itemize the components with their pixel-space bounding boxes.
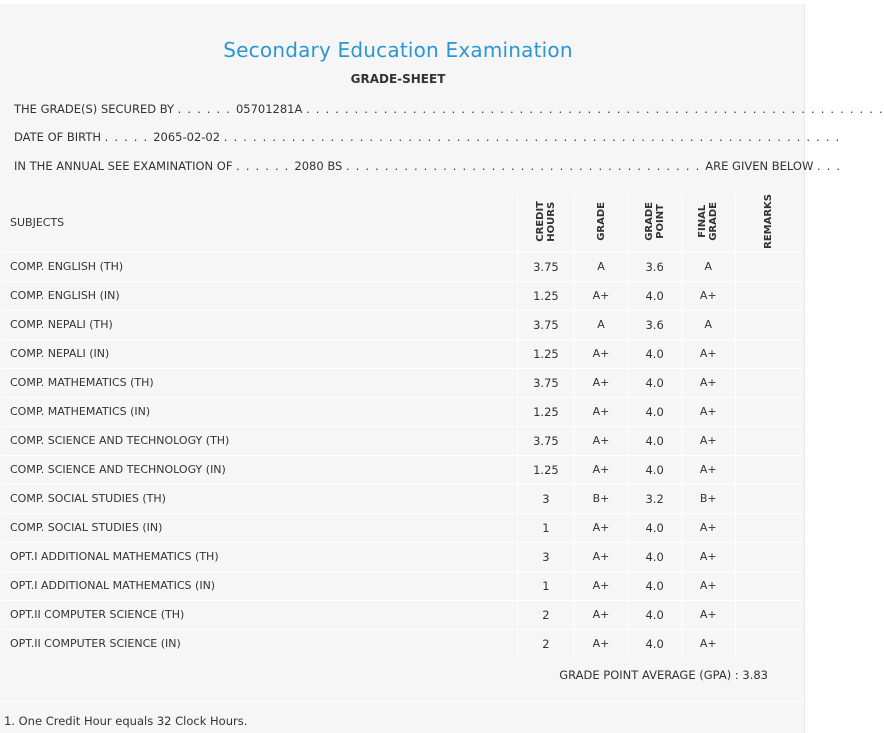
cell-remarks: [735, 629, 802, 658]
cell-subject: OPT.I ADDITIONAL MATHEMATICS (IN): [2, 571, 518, 600]
cell-grade: A+: [574, 629, 628, 658]
cell-subject: COMP. ENGLISH (TH): [2, 252, 518, 281]
cell-subject: COMP. NEPALI (IN): [2, 339, 518, 368]
header-remarks: REMARKS: [735, 194, 802, 252]
cell-grade-point: 4.0: [628, 513, 682, 542]
cell-credit-hours: 3: [518, 542, 575, 571]
table-row: [2, 571, 802, 600]
cell-credit-hours: 3.75: [518, 426, 575, 455]
cell-remarks: [735, 426, 802, 455]
dots: . . . . . .: [177, 102, 236, 116]
cell-final-grade: A+: [681, 281, 735, 310]
cell-credit-hours: 1.25: [518, 397, 575, 426]
cell-grade-point: 4.0: [628, 600, 682, 629]
cell-grade: A+: [574, 397, 628, 426]
header-grade: GRADE: [574, 194, 628, 252]
cell-grade: A+: [574, 571, 628, 600]
header-credit-hours-line1: CREDIT: [534, 201, 546, 242]
cell-final-grade: A+: [681, 542, 735, 571]
cell-final-grade: A+: [681, 455, 735, 484]
cell-grade-point: 4.0: [628, 368, 682, 397]
cell-grade: A+: [574, 542, 628, 571]
cell-final-grade: A+: [681, 368, 735, 397]
header-final-grade-line2: GRADE: [708, 202, 720, 241]
cell-final-grade: B+: [681, 484, 735, 513]
cell-grade: A: [574, 252, 628, 281]
dots: . . . . . . . . . . . . . . . . . . . . . . . . . . . . . . . . . . . . . . . . . . . . . . . . . . . . . . . . . . . . . . . .: [223, 130, 841, 144]
exam-suffix: ARE GIVEN BELOW: [705, 159, 814, 173]
cell-subject: OPT.I ADDITIONAL MATHEMATICS (TH): [2, 542, 518, 571]
cell-grade: A+: [574, 513, 628, 542]
header-grade-point-line2: POINT: [654, 204, 666, 239]
dots: . . . . . .: [236, 159, 295, 173]
table-row: [2, 252, 802, 281]
exam-year: 2080 BS: [294, 159, 343, 173]
footnote: 1. One Credit Hour equals 32 Clock Hours.: [4, 714, 248, 728]
cell-credit-hours: 2: [518, 600, 575, 629]
table-row: [2, 397, 802, 426]
cell-final-grade: A: [681, 252, 735, 281]
cell-final-grade: A+: [681, 513, 735, 542]
table-row: [2, 281, 802, 310]
cell-grade: A+: [574, 281, 628, 310]
cell-remarks: [735, 455, 802, 484]
table-row: [2, 455, 802, 484]
header-subjects: SUBJECTS: [10, 216, 65, 230]
cell-remarks: [735, 310, 802, 339]
header-credit-hours-line2: HOURS: [545, 201, 557, 242]
cell-grade: A+: [574, 455, 628, 484]
cell-credit-hours: 3.75: [518, 368, 575, 397]
cell-grade-point: 3.6: [628, 252, 682, 281]
table-row: [2, 426, 802, 455]
cell-remarks: [735, 600, 802, 629]
cell-grade-point: 4.0: [628, 426, 682, 455]
cell-final-grade: A+: [681, 339, 735, 368]
table-row: [2, 368, 802, 397]
cell-final-grade: A+: [681, 629, 735, 658]
symbol-number: 05701281A: [235, 102, 303, 116]
cell-grade: A: [574, 310, 628, 339]
cell-remarks: [735, 252, 802, 281]
cell-grade-point: 3.2: [628, 484, 682, 513]
table-row: [2, 513, 802, 542]
cell-remarks: [735, 571, 802, 600]
cell-subject: COMP. MATHEMATICS (IN): [2, 397, 518, 426]
dob-label: DATE OF BIRTH: [14, 130, 102, 144]
grade-sheet: [0, 4, 884, 733]
table-row: [2, 629, 802, 658]
cell-remarks: [735, 339, 802, 368]
cell-grade-point: 4.0: [628, 571, 682, 600]
cell-final-grade: A+: [681, 571, 735, 600]
divider: [0, 701, 804, 702]
cell-credit-hours: 3: [518, 484, 575, 513]
dots: . . . . . . . . . . . . . . . . . . . . . . . . . . . . . . . . . . . . . . . . . . . . . . . . . . . . . . . . . . . .: [306, 102, 884, 116]
cell-credit-hours: 2: [518, 629, 575, 658]
page-subtitle: GRADE-SHEET: [350, 72, 446, 86]
cell-grade-point: 4.0: [628, 339, 682, 368]
header-credit-hours: [518, 194, 575, 252]
page-title: Secondary Education Examination: [223, 38, 573, 62]
dots: . . . . .: [104, 130, 154, 144]
cell-grade: A+: [574, 339, 628, 368]
cell-credit-hours: 1: [518, 571, 575, 600]
cell-final-grade: A+: [681, 397, 735, 426]
cell-grade-point: 4.0: [628, 281, 682, 310]
cell-subject: OPT.II COMPUTER SCIENCE (IN): [2, 629, 518, 658]
cell-grade-point: 4.0: [628, 455, 682, 484]
cell-grade-point: 3.6: [628, 310, 682, 339]
cell-credit-hours: 1: [518, 513, 575, 542]
cell-subject: COMP. SCIENCE AND TECHNOLOGY (IN): [2, 455, 518, 484]
cell-grade-point: 4.0: [628, 542, 682, 571]
table-body: [2, 252, 802, 658]
dots: . . .: [817, 159, 842, 173]
cell-subject: COMP. SOCIAL STUDIES (TH): [2, 484, 518, 513]
table-row: [2, 542, 802, 571]
cell-credit-hours: 3.75: [518, 310, 575, 339]
cell-remarks: [735, 513, 802, 542]
cell-remarks: [735, 368, 802, 397]
cell-grade: A+: [574, 426, 628, 455]
info-date-of-birth: [14, 130, 840, 144]
cell-subject: COMP. NEPALI (TH): [2, 310, 518, 339]
cell-remarks: [735, 281, 802, 310]
header-final-grade: [681, 194, 735, 252]
cell-final-grade: A: [681, 310, 735, 339]
dots: . . . . . . . . . . . . . . . . . . . . . . . . . . . . . . . . . . . . .: [345, 159, 706, 173]
cell-credit-hours: 1.25: [518, 281, 575, 310]
cell-grade: A+: [574, 600, 628, 629]
grades-table: [2, 194, 802, 658]
table-row: [2, 310, 802, 339]
cell-subject: COMP. SCIENCE AND TECHNOLOGY (TH): [2, 426, 518, 455]
cell-subject: COMP. ENGLISH (IN): [2, 281, 518, 310]
cell-subject: COMP. MATHEMATICS (TH): [2, 368, 518, 397]
cell-grade: B+: [574, 484, 628, 513]
header-grade-point: [628, 194, 682, 252]
dob-value: 2065-02-02: [153, 130, 221, 144]
header-grade-point-line1: GRADE: [643, 202, 655, 241]
cell-credit-hours: 1.25: [518, 455, 575, 484]
cell-remarks: [735, 484, 802, 513]
cell-subject: COMP. SOCIAL STUDIES (IN): [2, 513, 518, 542]
cell-remarks: [735, 542, 802, 571]
info-secured-by: [14, 102, 884, 116]
header-final-grade-line1: FINAL: [697, 204, 709, 238]
table-row: [2, 600, 802, 629]
cell-subject: OPT.II COMPUTER SCIENCE (TH): [2, 600, 518, 629]
info-exam: [14, 159, 841, 173]
cell-credit-hours: 1.25: [518, 339, 575, 368]
table-header-row: [2, 194, 802, 252]
cell-grade: A+: [574, 368, 628, 397]
gpa-summary: GRADE POINT AVERAGE (GPA) : 3.83: [559, 668, 768, 682]
cell-credit-hours: 3.75: [518, 252, 575, 281]
exam-label: IN THE ANNUAL SEE EXAMINATION OF: [14, 159, 233, 173]
cell-grade-point: 4.0: [628, 397, 682, 426]
table-row: [2, 339, 802, 368]
cell-grade-point: 4.0: [628, 629, 682, 658]
table-row: [2, 484, 802, 513]
secured-by-label: THE GRADE(S) SECURED BY: [14, 102, 175, 116]
cell-final-grade: A+: [681, 600, 735, 629]
cell-final-grade: A+: [681, 426, 735, 455]
cell-remarks: [735, 397, 802, 426]
